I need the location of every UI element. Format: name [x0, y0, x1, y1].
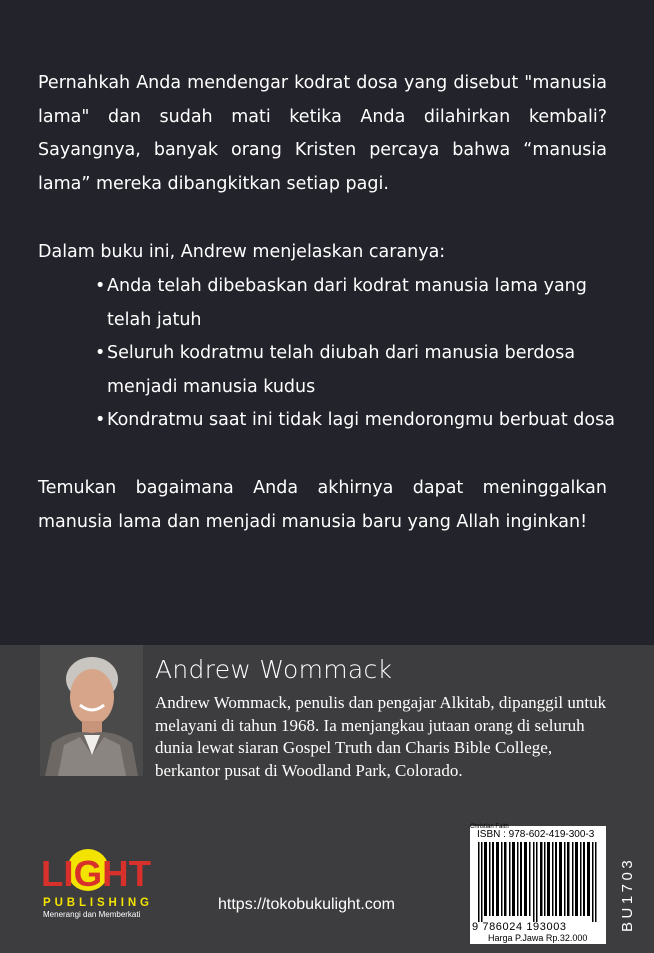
barcode-digits: 9 786024 193003 [472, 921, 567, 933]
logo-text: LIGHT [41, 853, 152, 894]
bullet-list [95, 270, 635, 438]
logo-subtitle: PUBLISHING [43, 897, 149, 909]
bullet-icon: • [95, 276, 106, 296]
blurb-paragraph-2: Dalam buku ini, Andrew menjelaskan caranya: [38, 242, 446, 262]
isbn-text: ISBN : 978-602-419-300-3 [477, 829, 595, 840]
list-item: • Seluruh kodratmu telah diubah dari manusia berdosa menjadi manusia kudus [95, 337, 597, 404]
blurb-paragraph-3: Temukan bagaimana Anda akhirnya dapat meninggalkan manusia lama dan menjadi manusia baru yang Allah inginkan! [38, 478, 607, 532]
bullet-icon: • [95, 343, 106, 363]
barcode-category: Christian Faith [470, 824, 509, 830]
price-label: Harga P.Jawa Rp.32.000 [488, 933, 588, 943]
product-code: BU1703 [619, 856, 636, 932]
isbn-barcode [470, 826, 606, 944]
barcode-bars [478, 842, 600, 922]
author-photo [40, 645, 143, 776]
publisher-url[interactable]: https://tokobukulight.com [218, 896, 395, 913]
list-item: • Kondratmu saat ini tidak lagi mendorongmu berbuat dosa [95, 404, 635, 438]
publisher-tagline: Menerangi dan Memberkati [43, 910, 141, 919]
publisher-logo [40, 848, 160, 928]
blurb-paragraph-1: Pernahkah Anda mendengar kodrat dosa yang disebut "manusia lama" dan sudah mati ketika Anda dilahirkan kembali? Sayangnya, banyak orang Kristen percaya bahwa “manusia lama” mereka dibangkitkan setiap pagi. [38, 73, 607, 194]
author-name: Andrew Wommack [155, 655, 393, 684]
author-bio: Andrew Wommack, penulis dan pengajar Alkitab, dipanggil untuk melayani di tahun 1968. Ia menjangkau jutaan orang di seluruh dunia lewat siaran Gospel Truth dan Charis Bible College, berkantor pusat di Woodland Park, Colorado. [155, 693, 607, 780]
list-item: • Anda telah dibebaskan dari kodrat manusia lama yang telah jatuh [95, 270, 597, 337]
bullet-icon: • [95, 410, 106, 430]
